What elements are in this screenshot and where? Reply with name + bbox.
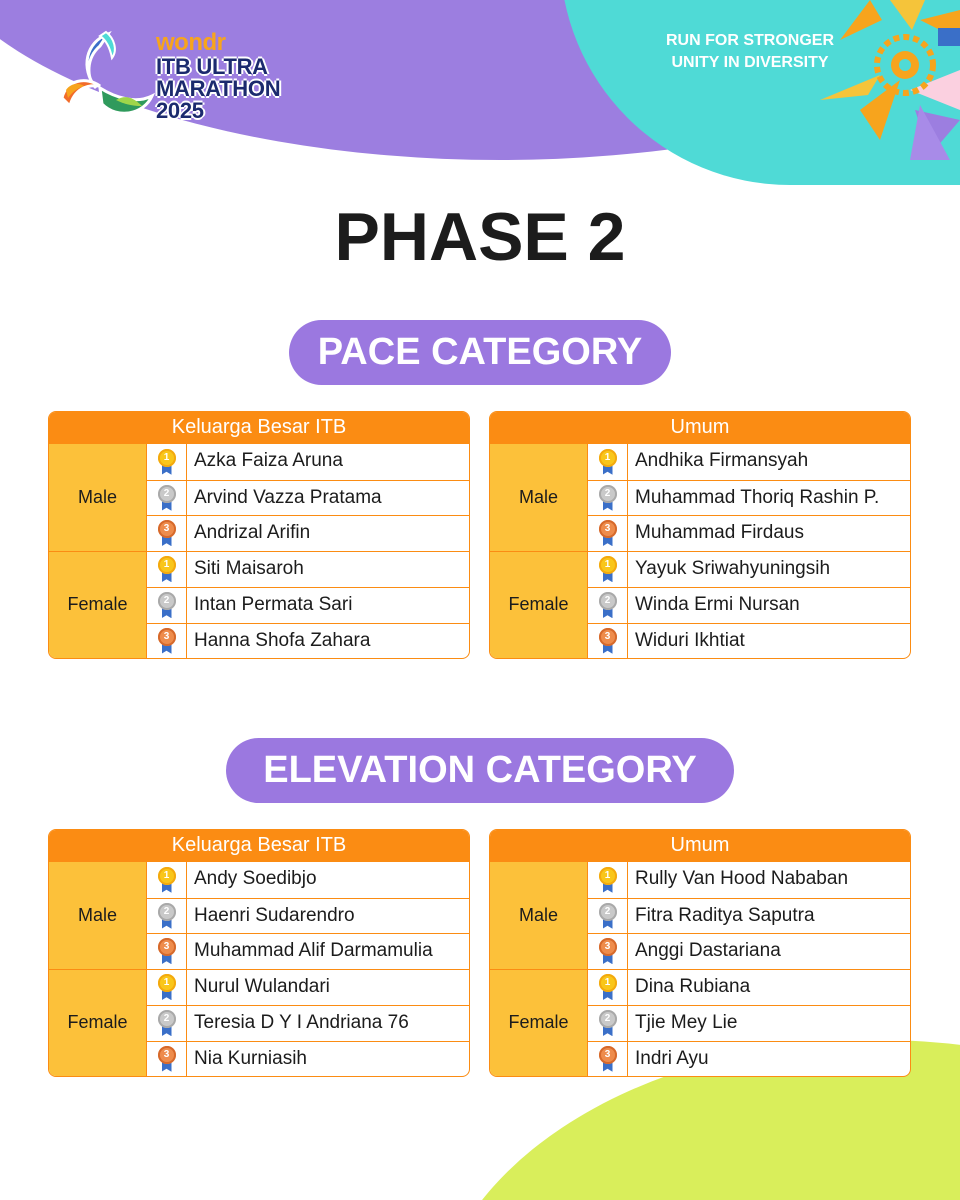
- athlete-name: Muhammad Thoriq Rashin P.: [635, 486, 880, 508]
- medal-rank: 2: [599, 1010, 617, 1028]
- female-label: Female: [49, 552, 147, 659]
- medal-rank: 1: [158, 974, 176, 992]
- athlete-name: Indri Ayu: [635, 1047, 709, 1069]
- table-row: [588, 898, 910, 934]
- medal-rank: 3: [158, 1046, 176, 1064]
- elevation-category-pill: ELEVATION CATEGORY: [226, 738, 734, 803]
- table-row: [147, 970, 469, 1006]
- table-row: [147, 933, 469, 969]
- slogan: [640, 30, 860, 74]
- gold-medal-icon: [157, 867, 177, 893]
- gold-medal-icon: [157, 449, 177, 475]
- event-name-line1: ITB ULTRA: [156, 54, 268, 79]
- slogan-line2: UNITY IN DIVERSITY: [671, 54, 829, 71]
- medal-cell: [588, 481, 628, 516]
- table-row: [588, 862, 910, 898]
- gold-medal-icon: [598, 556, 618, 582]
- slogan-line1: RUN FOR STRONGER: [666, 32, 834, 49]
- medal-cell: [588, 899, 628, 934]
- athlete-name: Yayuk Sriwahyuningsih: [635, 557, 831, 579]
- medal-cell: [588, 1042, 628, 1077]
- bronze-medal-icon: [157, 520, 177, 546]
- sponsor-logo-wondr: wondr: [156, 29, 226, 56]
- female-label: Female: [490, 970, 588, 1077]
- male-label: Male: [490, 444, 588, 551]
- medal-cell: [147, 1006, 187, 1041]
- silver-medal-icon: [598, 903, 618, 929]
- table-row: [147, 1041, 469, 1077]
- athlete-name: Nurul Wulandari: [194, 975, 330, 997]
- athlete-name: Dina Rubiana: [635, 975, 751, 997]
- athlete-name: Haenri Sudarendro: [194, 904, 355, 926]
- male-label: Male: [490, 862, 588, 969]
- athlete-name: Widuri Ikhtiat: [635, 629, 745, 651]
- table-row: [588, 444, 910, 480]
- medal-cell: [588, 862, 628, 898]
- medal-rank: 2: [158, 903, 176, 921]
- table-header: Keluarga Besar ITB: [49, 412, 469, 443]
- medal-cell: [588, 1006, 628, 1041]
- medal-rank: 3: [599, 938, 617, 956]
- elevation-itb-results-table: [48, 829, 470, 1077]
- athlete-name: Tjie Mey Lie: [635, 1012, 738, 1033]
- table-row: [147, 862, 469, 898]
- table-row: [588, 623, 910, 659]
- table-header: Umum: [490, 412, 910, 443]
- table-header: Umum: [490, 830, 910, 861]
- pace-umum-results-table: [489, 411, 911, 659]
- silver-medal-icon: [157, 1010, 177, 1036]
- table-row: [588, 552, 910, 588]
- female-group: [49, 551, 469, 659]
- medal-cell: [147, 588, 187, 623]
- athlete-name: Arvind Vazza Pratama: [194, 486, 382, 508]
- medal-cell: [147, 552, 187, 588]
- table-header: Keluarga Besar ITB: [49, 830, 469, 861]
- male-group: [490, 861, 910, 969]
- gold-medal-icon: [157, 556, 177, 582]
- silver-medal-icon: [157, 903, 177, 929]
- table-row: [588, 1005, 910, 1041]
- male-label: Male: [49, 862, 147, 969]
- medal-rank: 2: [158, 1010, 176, 1028]
- male-group: [490, 443, 910, 551]
- medal-cell: [147, 516, 187, 551]
- medal-rank: 2: [158, 592, 176, 610]
- bronze-medal-icon: [598, 628, 618, 654]
- gold-medal-icon: [598, 867, 618, 893]
- silver-medal-icon: [157, 485, 177, 511]
- medal-cell: [588, 970, 628, 1006]
- medal-rank: 3: [158, 520, 176, 538]
- event-year: 2025: [156, 98, 204, 123]
- pace-itb-results-table: [48, 411, 470, 659]
- medal-cell: [147, 624, 187, 659]
- medal-cell: [588, 934, 628, 969]
- medal-rank: 3: [599, 628, 617, 646]
- medal-cell: [147, 862, 187, 898]
- medal-rank: 1: [158, 867, 176, 885]
- medal-cell: [147, 970, 187, 1006]
- athlete-name: Muhammad Alif Darmamulia: [194, 940, 433, 961]
- gold-medal-icon: [157, 974, 177, 1000]
- medal-rank: 2: [158, 485, 176, 503]
- table-row: [588, 587, 910, 623]
- athlete-name: Anggi Dastariana: [635, 940, 781, 961]
- table-row: [588, 515, 910, 551]
- sunburst-decoration-icon: [820, 0, 960, 160]
- medal-rank: 1: [158, 556, 176, 574]
- athlete-name: Siti Maisaroh: [194, 557, 304, 579]
- medal-cell: [588, 516, 628, 551]
- medal-rank: 1: [158, 449, 176, 467]
- table-row: [588, 933, 910, 969]
- medal-rank: 2: [599, 592, 617, 610]
- medal-cell: [588, 444, 628, 480]
- athlete-name: Azka Faiza Aruna: [194, 450, 343, 471]
- medal-cell: [588, 588, 628, 623]
- bronze-medal-icon: [598, 938, 618, 964]
- medal-cell: [147, 444, 187, 480]
- medal-rank: 1: [599, 974, 617, 992]
- medal-rank: 3: [599, 1046, 617, 1064]
- medal-rank: 1: [599, 556, 617, 574]
- female-group: [490, 551, 910, 659]
- table-row: [147, 444, 469, 480]
- athlete-name: Rully Van Hood Nababan: [635, 868, 849, 889]
- athlete-name: Nia Kurniasih: [194, 1047, 307, 1069]
- silver-medal-icon: [157, 592, 177, 618]
- bronze-medal-icon: [598, 1046, 618, 1072]
- athlete-name: Teresia D Y I Andriana 76: [194, 1012, 409, 1033]
- silver-medal-icon: [598, 485, 618, 511]
- athlete-name: Andy Soedibjo: [194, 868, 317, 889]
- male-label: Male: [49, 444, 147, 551]
- medal-rank: 2: [599, 485, 617, 503]
- event-logo: [56, 28, 296, 132]
- table-row: [588, 970, 910, 1006]
- marathon-emblem-icon: [56, 28, 156, 128]
- medal-cell: [147, 899, 187, 934]
- table-row: [147, 1005, 469, 1041]
- female-label: Female: [490, 552, 588, 659]
- female-group: [49, 969, 469, 1077]
- medal-cell: [588, 624, 628, 659]
- athlete-name: Muhammad Firdaus: [635, 522, 804, 543]
- table-row: [147, 898, 469, 934]
- medal-rank: 3: [599, 520, 617, 538]
- athlete-name: Winda Ermi Nursan: [635, 594, 800, 615]
- silver-medal-icon: [598, 1010, 618, 1036]
- table-row: [147, 552, 469, 588]
- page-title: PHASE 2: [334, 199, 626, 275]
- table-row: [147, 480, 469, 516]
- event-name-line2: MARATHON: [156, 76, 281, 101]
- medal-cell: [147, 1042, 187, 1077]
- table-row: [147, 623, 469, 659]
- athlete-name: Hanna Shofa Zahara: [194, 629, 371, 651]
- medal-rank: 3: [158, 628, 176, 646]
- gold-medal-icon: [598, 449, 618, 475]
- medal-cell: [588, 552, 628, 588]
- table-row: [147, 587, 469, 623]
- elevation-umum-results-table: [489, 829, 911, 1077]
- bronze-medal-icon: [598, 520, 618, 546]
- table-row: [588, 480, 910, 516]
- athlete-name: Fitra Raditya Saputra: [635, 904, 815, 926]
- medal-cell: [147, 481, 187, 516]
- bronze-medal-icon: [157, 628, 177, 654]
- pace-category-pill: PACE CATEGORY: [289, 320, 671, 385]
- athlete-name: Intan Permata Sari: [194, 594, 353, 615]
- table-row: [588, 1041, 910, 1077]
- bronze-medal-icon: [157, 1046, 177, 1072]
- gold-medal-icon: [598, 974, 618, 1000]
- silver-medal-icon: [598, 592, 618, 618]
- female-group: [490, 969, 910, 1077]
- medal-cell: [147, 934, 187, 969]
- medal-rank: 1: [599, 449, 617, 467]
- bronze-medal-icon: [157, 938, 177, 964]
- female-label: Female: [49, 970, 147, 1077]
- medal-rank: 3: [158, 938, 176, 956]
- athlete-name: Andrizal Arifin: [194, 522, 311, 543]
- athlete-name: Andhika Firmansyah: [635, 450, 809, 471]
- male-group: [49, 861, 469, 969]
- male-group: [49, 443, 469, 551]
- medal-rank: 1: [599, 867, 617, 885]
- table-row: [147, 515, 469, 551]
- medal-rank: 2: [599, 903, 617, 921]
